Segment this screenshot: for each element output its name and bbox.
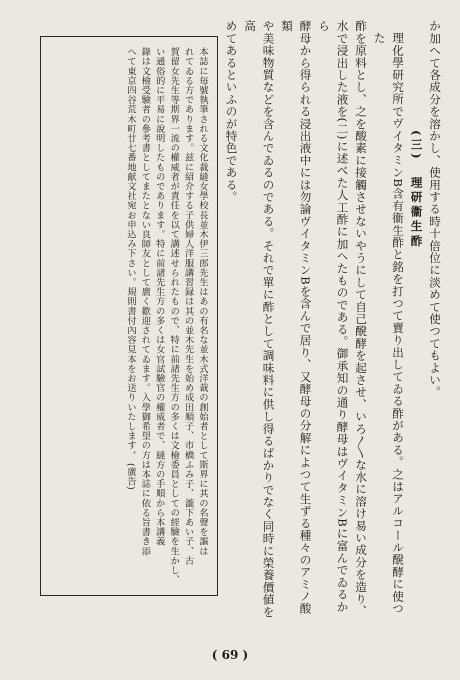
advertisement-body — [47, 47, 209, 587]
advertisement-line — [123, 47, 137, 587]
advertisement-line: い通俗的に平易に說明したものであります。特に前諸先生方の多くは女官試驗官の權威者で、縫方の手順から本講義 — [153, 47, 165, 547]
advertisement-line: 錄は文檢受驗者の參考書としてまたとない良師友として廣く歡迎されてゐます。入學御希望の方は本誌に依る旨書き添 — [139, 47, 151, 556]
advertisement-line: 賀留女先生等斯界一流の權威者が責任を以て講述せられたもので、特に前諸先生方の多くは文檢委員としての經驗を生かし、 — [168, 47, 180, 585]
advertisement-line-text: へて東京四谷荒木町廿七番地献文社宛お申込み下さい。規則書付內容見本をお送りいたします。 — [124, 47, 136, 460]
advertisement-box — [40, 36, 218, 596]
advertisement-tag: (廣告) — [124, 463, 136, 491]
article-line: 水で浸出した液を(二)に述べた人工酢に加へたものである。御承知の通り酵母はヴイタミンBに富んでゐるから — [317, 20, 350, 613]
section-heading: (三) 理研衞生酢 — [409, 130, 424, 250]
article-line: 酵母から得られる浸出液中には勿論ヴイタミンBを含んで居り、又酵母の分解によつて生ずる種々のアミノ酸類 — [280, 20, 313, 615]
article-line: 酢を原料とし、之を酸素に接觸させないやうにして自己醗酵を起させ、いろ〳〵な水に溶け易い成分を造り、 — [354, 20, 368, 618]
advertisement-line: 本誌に毎號執筆される文化裁縫女學校長並木伊三郎先生はあの有名な並木式洋裁の創始者として斯界に其の名聲を謳は — [197, 47, 208, 556]
article-line: や美味物質などを含んでゐるのである。それで單に酢として調味料に供し得るばかりでなく同時に榮養價値を高 — [243, 20, 276, 618]
advertisement-line: れてゐる方であります。兹に紹介する子供婦人洋服講習録は其の並木先生を始め成田順子、市橋ふみ子、瀧下あい子、古 — [182, 47, 194, 566]
article-text — [224, 20, 444, 620]
article-line: か加へて各成分を溶かし、使用する時十倍位に淡めて使つてもよい。 — [428, 20, 442, 399]
article-line: めてあるといふのが特色である。 — [224, 20, 239, 203]
page-number: ( 69 ) — [211, 648, 249, 662]
article-line: 理化學研究所でヴイタミンB含有衞生酢と銘を打つて賣り出してゐる酢がある。之はアルコール醗酵に使つた — [372, 31, 405, 615]
